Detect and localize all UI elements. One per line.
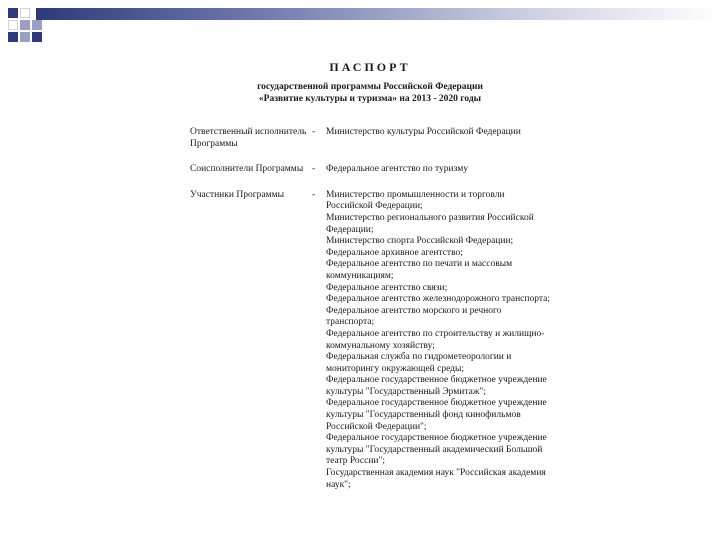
ornament-square	[8, 32, 18, 42]
subtitle-line: «Развитие культуры и туризма» на 2013 - 2020 годы	[258, 94, 482, 104]
ornament-square	[8, 8, 18, 18]
row-value	[326, 127, 550, 150]
list-item: Министерство регионального развития Российской Федерации;	[326, 212, 534, 235]
list-item: Федеральное агентство связи;	[326, 282, 448, 293]
list-item: Федеральное агентство по печати и массовым коммуникациям;	[326, 259, 513, 281]
list-item: Государственная академия наук "Российская академия наук";	[326, 468, 546, 490]
ornament-square	[8, 20, 18, 30]
ornament-square	[32, 32, 42, 42]
row-dash: -	[312, 164, 316, 175]
row-label: Соисполнители Программы	[190, 164, 304, 175]
ornament-square	[20, 20, 30, 30]
list-item: Федеральное агентство железнодорожного транспорта;	[326, 294, 550, 305]
header-gradient-bar	[36, 8, 720, 20]
list-item: Федеральная служба по гидрометеорологии и мониторингу окружающей среды;	[326, 352, 512, 374]
list-item: Федеральное агентство по строительству и жилищно-коммунальному хозяйству;	[326, 328, 545, 351]
list-item: Министерство культуры Российской Федерации	[326, 127, 521, 137]
list-item: Федеральное агентство морского и речного транспорта;	[326, 305, 502, 328]
list-item: Федеральное государственное бюджетное учреждение культуры "Государственный академический Большой театр России";	[326, 433, 547, 467]
ornament-square	[32, 20, 42, 30]
passport-row-responsible	[190, 127, 550, 150]
passport-document	[190, 60, 550, 505]
ornament-square	[20, 32, 30, 42]
list-item: Федеральное государственное бюджетное учреждение культуры "Государственный фонд кинофильмов Российской Федерации";	[326, 398, 547, 432]
row-value	[326, 164, 550, 176]
subtitle-line: государственной программы Российской Федерации	[257, 82, 483, 92]
document-subtitle	[190, 81, 550, 105]
participants-list	[326, 190, 550, 491]
list-item: Федеральное архивное агентство;	[326, 247, 463, 258]
list-item: Федеральное агентство по туризму	[326, 164, 468, 175]
row-dash: -	[312, 127, 316, 137]
document-title: ПАСПОРТ	[329, 60, 411, 74]
passport-row-participants	[190, 190, 550, 491]
row-label: Ответственный исполнитель Программы	[190, 127, 307, 149]
passport-row-coexecutors	[190, 164, 550, 176]
list-item: Министерство промышленности и торговли Российской Федерации;	[326, 189, 505, 212]
list-item: Министерство спорта Российской Федерации;	[326, 236, 514, 247]
ornament-square	[20, 8, 30, 18]
list-item: Федеральное государственное бюджетное учреждение культуры "Государственный Эрмитаж";	[326, 375, 547, 397]
row-value	[326, 190, 550, 491]
row-label: Участники Программы	[190, 189, 284, 200]
row-dash: -	[312, 189, 316, 200]
